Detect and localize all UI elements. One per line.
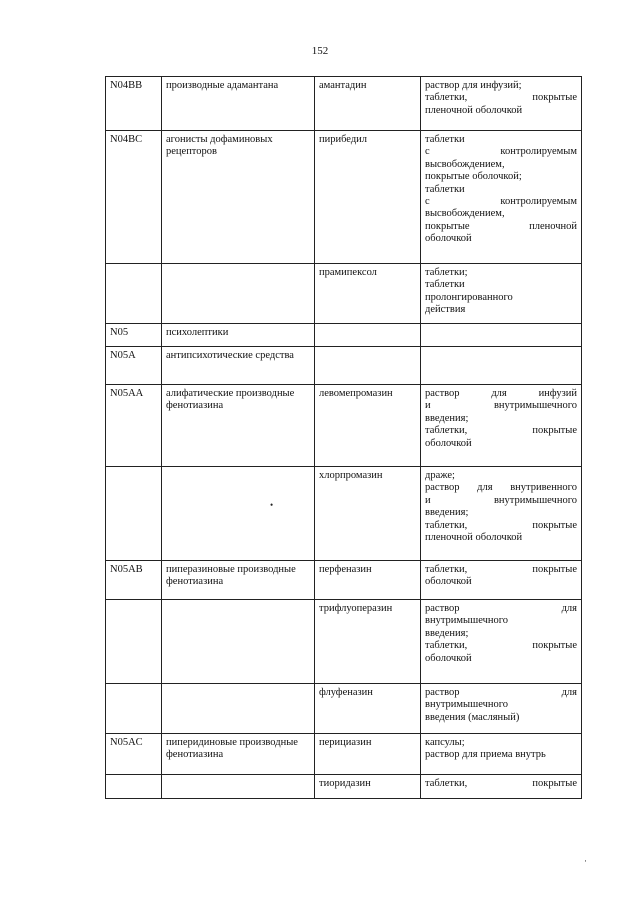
dosage-form-line: таблетки <box>425 279 465 291</box>
dosage-form-line: раствор для инфузий; <box>425 80 522 91</box>
dosage-form-cell <box>421 734 582 775</box>
atc-code-cell <box>106 684 162 734</box>
drug-name-cell <box>315 324 421 347</box>
anatomical-therapeutic-group-cell <box>162 684 315 734</box>
atc-code-cell: N05AB <box>106 561 162 600</box>
dosage-form-word: внутримышечного <box>493 494 577 506</box>
drug-name-cell: левомепромазин <box>315 385 421 467</box>
drug-name-cell: амантадин <box>315 77 421 131</box>
dosage-form-line: оболочкой <box>425 576 472 588</box>
atc-code-cell: N05AA <box>106 385 162 467</box>
dosage-form-cell <box>421 684 582 734</box>
dosage-form-cell <box>421 600 582 684</box>
atc-code-cell <box>106 775 162 799</box>
table-row <box>106 324 582 347</box>
dosage-form-line <box>425 388 577 400</box>
dosage-form-line: оболочкой <box>425 437 472 449</box>
dosage-form-word: контролируемым <box>500 196 577 208</box>
atc-code-cell: N05A <box>106 347 162 385</box>
table-row <box>106 385 582 467</box>
dosage-form-line: введения; <box>425 507 469 519</box>
table-row <box>106 77 582 131</box>
atc-code-cell: N04BC <box>106 131 162 264</box>
table-body <box>106 77 582 799</box>
anatomical-therapeutic-group-cell: алифатические производные фенотиазина <box>162 385 315 467</box>
drug-name-cell: перфеназин <box>315 561 421 600</box>
dosage-form-word: внутривенного <box>510 482 577 494</box>
anatomical-therapeutic-group-cell: пиперидиновые производные фенотиазина <box>162 734 315 775</box>
dosage-form-word: таблетки, <box>425 425 468 437</box>
dosage-form-cell <box>421 467 582 561</box>
dosage-form-line: таблетки <box>425 183 465 195</box>
table-row <box>106 347 582 385</box>
dosage-form-line: пленочной оболочкой <box>425 532 523 544</box>
dosage-form-cell <box>421 131 582 264</box>
table-row <box>106 775 582 799</box>
atc-code-cell: N05AC <box>106 734 162 775</box>
dosage-form-word: раствор <box>425 388 460 399</box>
dosage-form-line: таблетки <box>425 134 465 145</box>
dosage-form-word: для <box>477 482 493 494</box>
anatomical-therapeutic-group-cell: пиперазиновые производные фенотиазина <box>162 561 315 600</box>
dosage-form-word: для <box>561 687 577 698</box>
drug-name-cell: перициазин <box>315 734 421 775</box>
dosage-form-line: высвобождением, <box>425 158 505 170</box>
dosage-form-line: оболочкой <box>425 233 472 245</box>
dosage-form-line: таблетки; <box>425 267 468 278</box>
table-row <box>106 734 582 775</box>
anatomical-therapeutic-group-cell: психолептики <box>162 324 315 347</box>
drug-name-cell: флуфеназин <box>315 684 421 734</box>
dosage-form-word: пленочной <box>529 220 577 232</box>
dosage-form-word: покрытые <box>532 778 577 789</box>
dosage-form-word: раствор <box>425 687 460 698</box>
dosage-form-line <box>425 778 577 790</box>
dosage-form-line: введения (масляный) <box>425 711 520 723</box>
dosage-form-line <box>425 603 577 615</box>
anatomical-therapeutic-group-cell <box>162 775 315 799</box>
anatomical-therapeutic-group-cell <box>162 264 315 324</box>
dosage-form-line <box>425 640 577 652</box>
table-row <box>106 561 582 600</box>
drug-name-cell <box>315 347 421 385</box>
table-row <box>106 600 582 684</box>
dosage-form-line: пленочной оболочкой <box>425 104 523 116</box>
anatomical-therapeutic-group-cell <box>162 600 315 684</box>
dosage-form-line: капсулы; <box>425 737 465 748</box>
dosage-form-word: и <box>425 400 431 412</box>
dosage-form-word: контролируемым <box>500 146 577 158</box>
drug-classification-table <box>105 76 582 799</box>
dosage-form-line: внутримышечного <box>425 699 509 711</box>
dosage-form-cell <box>421 347 582 385</box>
dosage-form-word: покрытые <box>425 220 470 232</box>
atc-code-cell <box>106 467 162 561</box>
atc-code-cell: N04BB <box>106 77 162 131</box>
scan-dot-mark: • <box>270 500 274 510</box>
dosage-form-word: с <box>425 146 430 158</box>
table-row <box>106 131 582 264</box>
dosage-form-line: введения; <box>425 412 469 424</box>
drug-name-cell: пирибедил <box>315 131 421 264</box>
dosage-form-line: действия <box>425 304 466 316</box>
dosage-form-line: пролонгированного <box>425 291 513 303</box>
table-row <box>106 264 582 324</box>
dosage-form-word: покрытые <box>532 564 577 575</box>
dosage-form-word: таблетки, <box>425 519 468 531</box>
dosage-form-line <box>425 221 577 233</box>
atc-code-cell: N05 <box>106 324 162 347</box>
anatomical-therapeutic-group-cell: производные адамантана <box>162 77 315 131</box>
dosage-form-word: таблетки, <box>425 92 468 104</box>
dosage-form-line <box>425 196 577 208</box>
dosage-form-line <box>425 687 577 699</box>
dosage-form-cell <box>421 775 582 799</box>
table-row <box>106 467 582 561</box>
scan-corner-mark: · <box>584 856 587 866</box>
drug-name-cell: прамипексол <box>315 264 421 324</box>
dosage-form-cell <box>421 324 582 347</box>
dosage-form-line <box>425 400 577 412</box>
dosage-form-word: таблетки, <box>425 778 468 789</box>
dosage-form-cell <box>421 561 582 600</box>
dosage-form-line: внутримышечного <box>425 615 509 627</box>
dosage-form-word: с <box>425 196 430 208</box>
anatomical-therapeutic-group-cell: агонисты дофаминовых рецепторов <box>162 131 315 264</box>
dosage-form-line: оболочкой <box>425 652 472 664</box>
atc-code-cell <box>106 600 162 684</box>
anatomical-therapeutic-group-cell <box>162 467 315 561</box>
dosage-form-word: таблетки, <box>425 640 468 652</box>
anatomical-therapeutic-group-cell: антипсихотические средства <box>162 347 315 385</box>
dosage-form-word: покрытые <box>532 640 577 652</box>
dosage-form-word: покрытые <box>532 519 577 531</box>
dosage-form-line <box>425 482 577 494</box>
drug-name-cell: тиоридазин <box>315 775 421 799</box>
dosage-form-line <box>425 564 577 576</box>
dosage-form-word: раствор <box>425 482 460 494</box>
dosage-form-line <box>425 92 577 104</box>
dosage-form-line: высвобождением, <box>425 208 505 220</box>
dosage-form-line <box>425 425 577 437</box>
dosage-form-word: внутримышечного <box>493 400 577 412</box>
dosage-form-word: раствор <box>425 603 460 614</box>
drug-name-cell: хлорпромазин <box>315 467 421 561</box>
dosage-form-word: покрытые <box>532 425 577 437</box>
dosage-form-word: для <box>491 388 507 399</box>
dosage-form-line <box>425 520 577 532</box>
dosage-form-line: введения; <box>425 627 469 639</box>
dosage-form-line <box>425 146 577 158</box>
page-number: 152 <box>311 45 329 57</box>
dosage-form-word: покрытые <box>532 92 577 104</box>
dosage-form-word: для <box>561 603 577 614</box>
dosage-form-line <box>425 495 577 507</box>
dosage-form-line: драже; <box>425 470 455 481</box>
dosage-form-word: инфузий <box>538 388 577 399</box>
dosage-form-cell <box>421 385 582 467</box>
dosage-form-line: раствор для приема внутрь <box>425 749 546 761</box>
dosage-form-cell <box>421 77 582 131</box>
atc-code-cell <box>106 264 162 324</box>
dosage-form-word: и <box>425 494 431 506</box>
table-row <box>106 684 582 734</box>
dosage-form-line: покрытые оболочкой; <box>425 171 522 183</box>
drug-name-cell: трифлуоперазин <box>315 600 421 684</box>
dosage-form-cell <box>421 264 582 324</box>
dosage-form-word: таблетки, <box>425 564 468 575</box>
